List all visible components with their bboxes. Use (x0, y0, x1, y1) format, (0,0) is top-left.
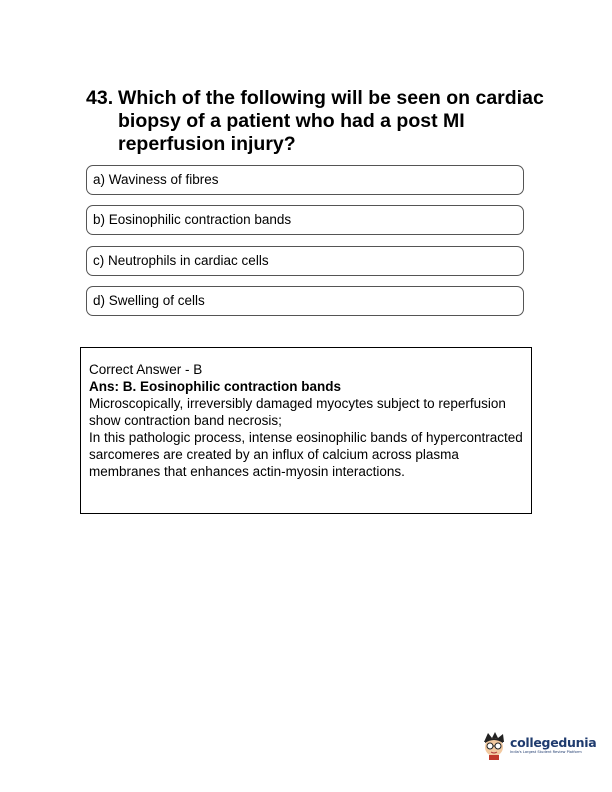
answer-explanation-2: In this pathologic process, intense eosinophilic bands of hypercontracted sarcomeres are created by an influx of calcium across plasma membranes that enhances actin-myosin interactions. (89, 430, 523, 479)
option-c[interactable]: c) Neutrophils in cardiac cells (86, 246, 524, 276)
question-number: 43. (86, 87, 114, 109)
brand-tagline: India's Largest Student Review Platform (510, 749, 582, 754)
mascot-icon (480, 730, 508, 760)
answer-heading: Ans: B. Eosinophilic contraction bands (89, 379, 342, 394)
correct-answer: Correct Answer - B (89, 362, 203, 377)
option-a[interactable]: a) Waviness of fibres (86, 165, 524, 195)
option-b[interactable]: b) Eosinophilic contraction bands (86, 205, 524, 235)
question (86, 87, 546, 156)
collegedunia-logo (480, 728, 597, 762)
option-d[interactable]: d) Swelling of cells (86, 286, 524, 316)
brand-name: collegedunia (510, 734, 597, 750)
answer-explanation-1: Microscopically, irreversibly damaged myocytes subject to reperfusion show contraction band necrosis; (89, 396, 506, 428)
question-text: Which of the following will be seen on cardiac biopsy of a patient who had a post MI reperfusion injury? (118, 87, 544, 155)
answer-box (80, 347, 532, 514)
